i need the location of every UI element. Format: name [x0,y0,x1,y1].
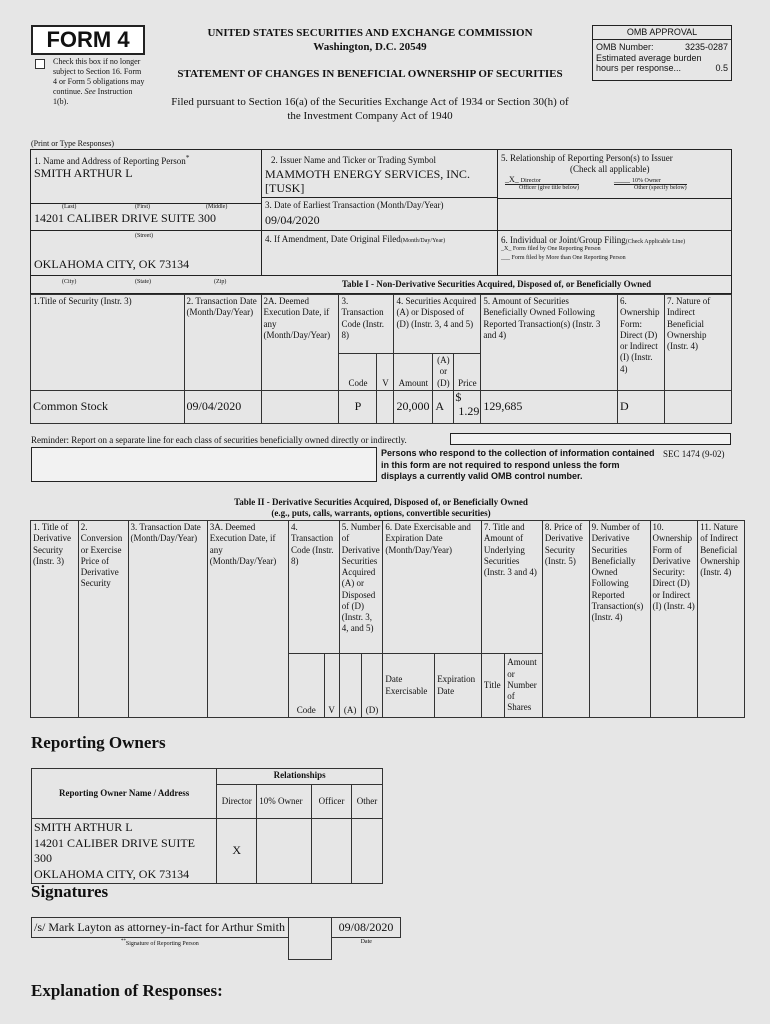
t2-sub-title: Title [481,654,504,718]
t2-h-exercisable: 6. Date Exercisable and Expiration Date (Month/Day/Year) [383,521,482,654]
t2-h-conversion: 2. Conversion or Exercise Price of Derivative Security [78,521,128,718]
t1-row-nature [665,390,732,423]
t2-sub-amount: Amount or Number of Shares [505,654,543,718]
t1-h-code: 3. Transaction Code (Instr. 8) [339,295,394,354]
reminder-field[interactable] [450,433,731,445]
t2-h-date: 3. Transaction Date (Month/Day/Year) [128,521,207,718]
filed-pursuant-2: the Investment Company Act of 1940 [287,110,453,122]
t1-row-form: D [618,390,665,423]
ro-h-officer: Officer [312,785,352,819]
t1-row-aord: A [433,390,454,423]
section16-checkbox-label: Check this box if no longer subject to Section 16. Form 4 or Form 5 obligations may continue. See Instruction 1(b). [53,57,145,106]
sec-code: SEC 1474 (9-02) [663,449,725,459]
ro-h-relationships: Relationships [217,769,383,785]
t2-sub-v: V [324,654,339,718]
t1-sub-price: Price [454,354,481,391]
t2-sub-a: (A) [339,654,361,718]
ro-h-name: Reporting Owner Name / Address [32,769,217,819]
reporting-person-name: SMITH ARTHUR L [34,166,133,180]
explanation-heading: Explanation of Responses: [31,981,223,1000]
box1-label: 1. Name and Address of Reporting Person* [34,153,190,166]
table2-derivative [30,520,745,718]
t2-h-number: 5. Number of Derivative Securities Acquired (A) or Disposed of (D) (Instr. 3, 4, and 5) [339,521,383,654]
label-middle: (Middle) [206,204,228,210]
box4-label: 4. If Amendment, Date Original Filed(Month/Day/Year) [265,234,446,244]
ticker-symbol: [TUSK] [265,181,305,195]
omb-number-row: OMB Number: 3235-0287 [596,41,728,52]
signatures-heading: Signatures [31,882,109,901]
t1-h-amount-owned: 5. Amount of Securities Beneficially Owned Following Reported Transaction(s) (Instr. 3 and 4) [481,295,618,391]
table1-non-derivative [30,294,732,424]
t1-row-v [377,390,394,423]
persons-note: Persons who respond to the collection of information contained in this form are not required to respond unless the form displays a currently valid OMB control number. [381,448,655,482]
table1-title: Table I - Non-Derivative Securities Acquired, Disposed of, or Beneficially Owned [341,279,652,289]
filing-more-persons: ___ Form filed by More than One Reporting Person [501,255,626,261]
table-row [31,390,732,423]
earliest-transaction-date: 09/04/2020 [265,213,320,227]
label-last: (Last) [62,204,77,210]
label-first: (First) [135,204,150,210]
t2-h-code: 4. Transaction Code (Instr. 8) [288,521,339,654]
t2-h-price: 8. Price of Derivative Security (Instr. 5) [542,521,589,718]
omb-burden: Estimated average burden [596,52,702,63]
agency-name: UNITED STATES SECURITIES AND EXCHANGE COMMISSION [207,27,533,39]
omb-approval-box [592,25,732,81]
t1-row-date: 09/04/2020 [184,390,261,423]
t2-h-owned: 9. Number of Derivative Securities Beneficially Owned Following Reported Transaction(s) (Instr. 4) [589,521,650,718]
reporting-owners-heading: Reporting Owners [31,733,166,752]
table2-subtitle: (e.g., puts, calls, warrants, options, convertible securities) [271,508,491,518]
t1-sub-amount: Amount [394,354,433,391]
t2-sub-expiration: Expiration Date [435,654,482,718]
box5-label: 5. Relationship of Reporting Person(s) to Issuer [501,153,673,163]
reporting-owners-table [31,768,383,884]
form-title: FORM 4 [46,27,130,52]
ro-h-director: Director [217,785,257,819]
relationship-director: _X_ Director [505,175,541,184]
label-street: (Street) [135,233,153,239]
relationship-other: Other (specify below) [614,184,687,192]
t2-sub-d: (D) [361,654,383,718]
box5-sublabel: (Check all applicable) [570,164,650,174]
relationship-owner: ____ 10% Owner [614,175,661,184]
label-state: (State) [135,279,151,285]
t1-sub-v: V [377,354,394,391]
ro-row-name: SMITH ARTHUR L 14201 CALIBER DRIVE SUITE 300 OKLAHOMA CITY, OK 73134 [32,819,217,884]
street-address: 14201 CALIBER DRIVE SUITE 300 [34,211,216,225]
ro-h-owner: 10% Owner [257,785,312,819]
t1-row-code: P [339,390,377,423]
t1-row-deemed [261,390,339,423]
relationship-officer: Officer (give title below) [505,184,579,192]
notes-field[interactable] [31,447,377,482]
t2-h-deemed: 3A. Deemed Execution Date, if any (Month/Day/Year) [207,521,288,718]
t2-sub-exercisable: Date Exercisable [383,654,435,718]
city-state-zip: OKLAHOMA CITY, OK 73134 [34,257,190,271]
t1-row-price: $ 1.29 [454,390,481,423]
omb-hours-row: hours per response... 0.5 [596,63,728,74]
t1-sub-code: Code [339,354,377,391]
t1-h-deemed: 2A. Deemed Execution Date, if any (Month/Day/Year) [261,295,339,391]
statement-title: STATEMENT OF CHANGES IN BENEFICIAL OWNERSHIP OF SECURITIES [177,68,563,80]
t1-h-nature: 7. Nature of Indirect Beneficial Ownership (Instr. 4) [665,295,732,391]
filing-one-person: _X_ Form filed by One Reporting Person [501,246,601,252]
date-label: Date [332,938,401,960]
t1-row-owned: 129,685 [481,390,618,423]
t1-sub-aord: (A) or (D) [433,354,454,391]
t1-h-ownership-form: 6. Ownership Form: Direct (D) or Indirect (I) (Instr. 4) [618,295,665,391]
label-zip: (Zip) [214,279,227,285]
box2-label: 2. Issuer Name and Ticker or Trading Symbol [271,155,436,165]
signatures-table [31,917,401,960]
t2-h-title: 1. Title of Derivative Security (Instr. 3) [31,521,79,718]
t2-h-form: 10. Ownership Form of Derivative Security: Direct (D) or Indirect (I) (Instr. 4) [650,521,698,718]
signature-value: /s/ Mark Layton as attorney-in-fact for Arthur Smith [32,918,289,938]
ro-row-director: X [217,819,257,884]
t1-h-title: 1.Title of Security (Instr. 3) [31,295,185,391]
t1-h-securities: 4. Securities Acquired (A) or Disposed of (D) (Instr. 3, 4 and 5) [394,295,481,354]
table2-title: Table II - Derivative Securities Acquired, Disposed of, or Beneficially Owned [234,497,528,507]
box6-label: 6. Individual or Joint/Group Filing(Check Applicable Line) [501,235,686,245]
section16-checkbox[interactable] [35,59,45,69]
t2-h-nature: 11. Nature of Indirect Beneficial Ownership (Instr. 4) [698,521,745,718]
reminder-text: Reminder: Report on a separate line for each class of securities beneficially owned directly or indirectly. [31,435,407,445]
print-type-note: (Print or Type Responses) [31,139,115,148]
issuer-name: MAMMOTH ENERGY SERVICES, INC. [265,167,470,181]
omb-title: OMB APPROVAL [593,26,731,40]
box3-label: 3. Date of Earliest Transaction (Month/Day/Year) [265,200,444,210]
agency-location: Washington, D.C. 20549 [313,41,427,53]
t1-h-date: 2. Transaction Date (Month/Day/Year) [184,295,261,391]
label-city: (City) [62,279,77,285]
ro-h-other: Other [352,785,383,819]
table-row [32,819,383,884]
t2-h-underlying: 7. Title and Amount of Underlying Securities (Instr. 3 and 4) [481,521,542,654]
form-title-box [31,25,145,55]
t2-sub-code: Code [288,654,324,718]
signature-label: **Signature of Reporting Person [32,938,289,960]
t1-row-amount: 20,000 [394,390,433,423]
filed-pursuant-1: Filed pursuant to Section 16(a) of the Securities Exchange Act of 1934 or Section 30(h) of [171,96,569,108]
signature-date: 09/08/2020 [332,918,401,938]
t1-row-title: Common Stock [31,390,185,423]
